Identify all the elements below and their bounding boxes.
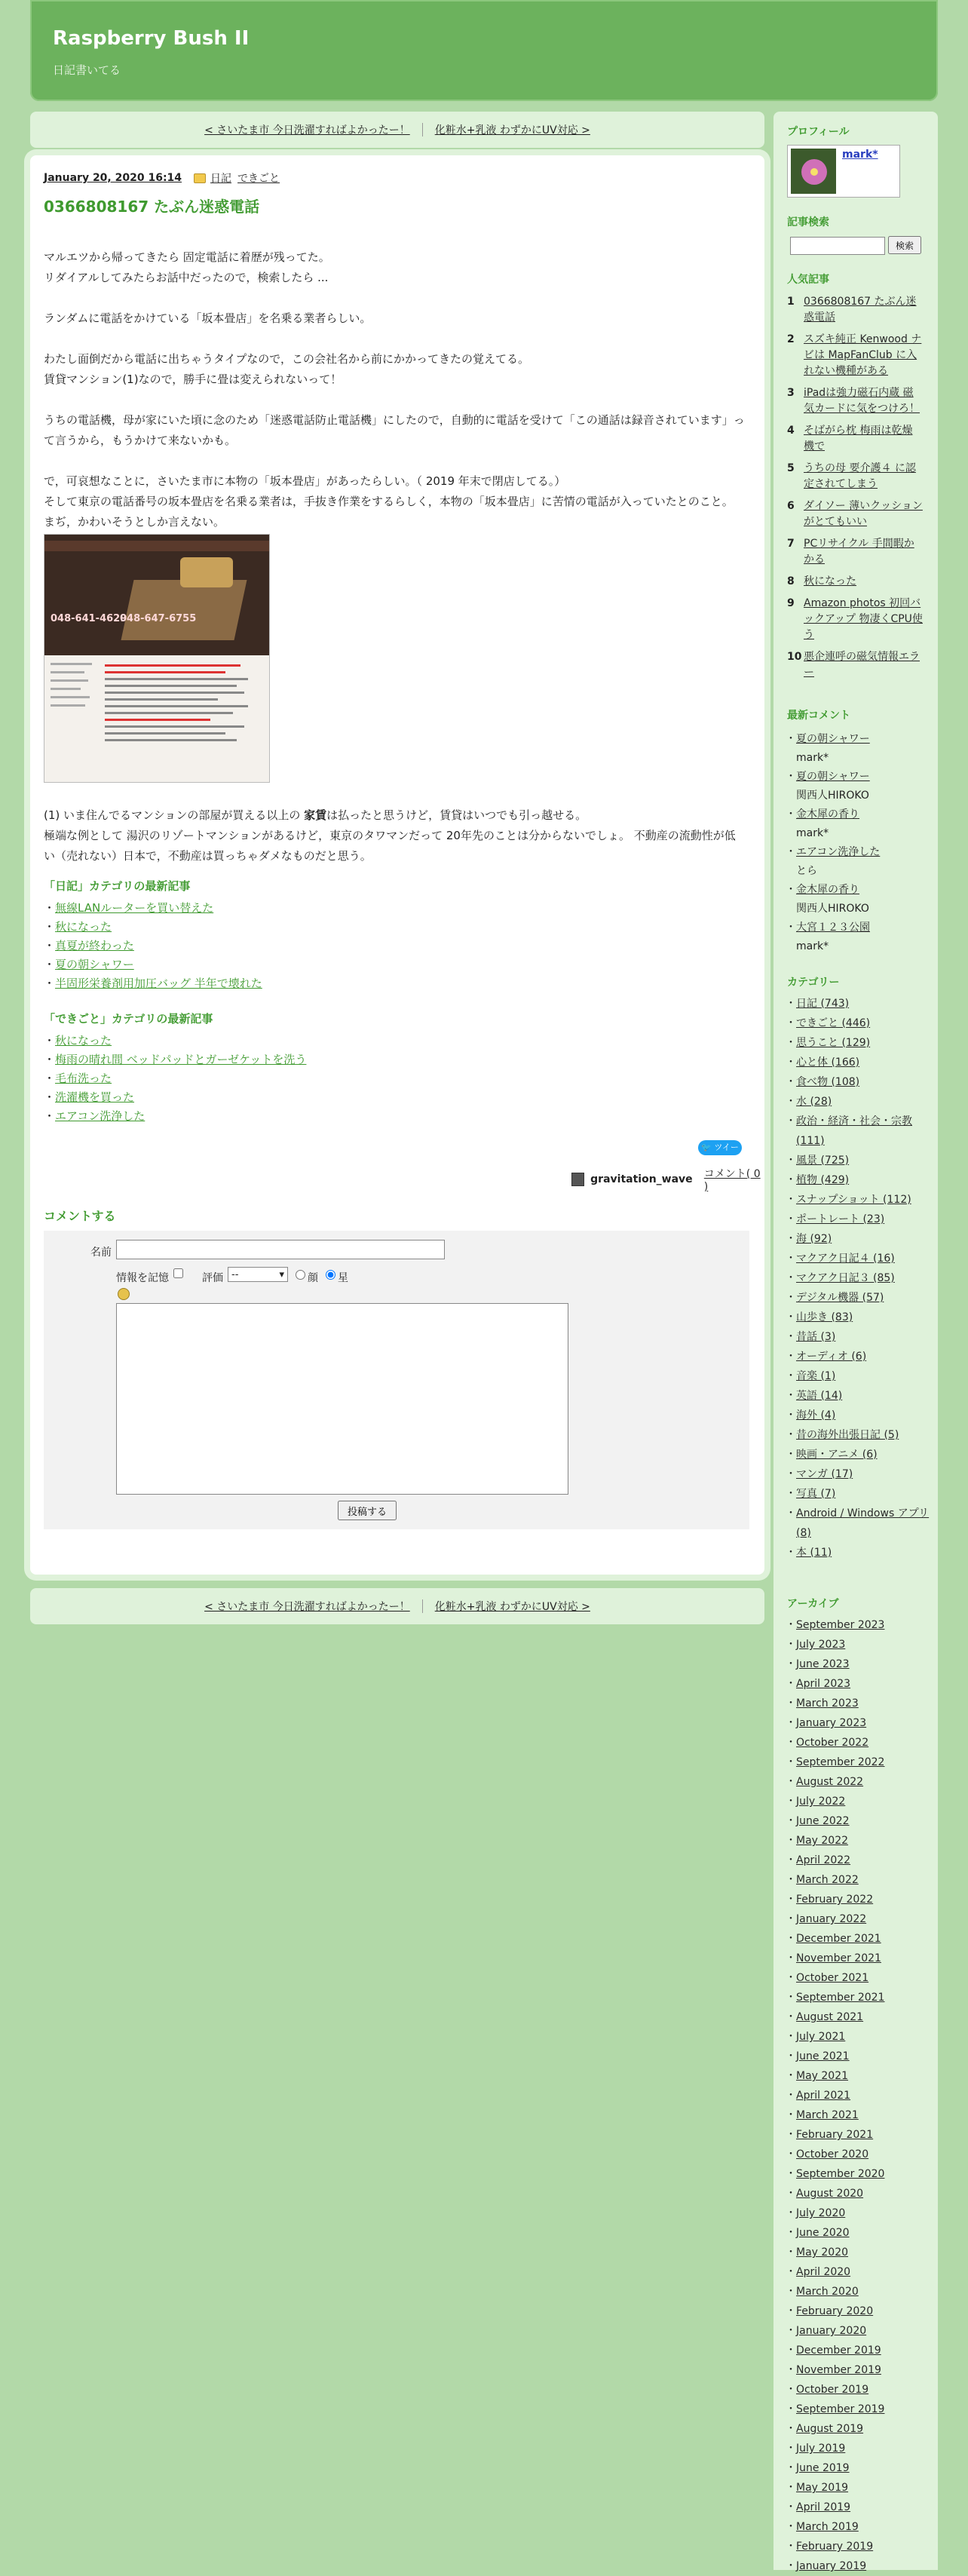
list-item: ・夏の朝シャワー [44,958,134,971]
body-line: マルエツから帰ってきたら 固定電話に着歴が残ってた。 [44,250,330,264]
search-heading: 記事検索 [787,216,829,228]
list-item [787,1635,930,1654]
list-item: ・無線LANルーターを買い替えた [44,901,214,915]
body-line: わたし面倒だから電話に出ちゃうタイプなので，この会社名から前にかかってきたの覚えてる。 [44,352,529,366]
list-item [787,2007,930,2027]
archive-link[interactable]: September 2021 [796,1992,885,2004]
list-item: ・洗濯機を買った [44,1090,135,1104]
category-link[interactable]: 植物 (429) [796,1174,850,1186]
archive-link[interactable]: April 2023 [796,1678,851,1690]
submit-comment-button[interactable]: 投稿する [338,1501,397,1520]
popular-entry-link[interactable]: うちの母 要介護４ に認定されてしまう [804,462,916,490]
list-item [787,2282,930,2302]
popular-entry-link[interactable]: そばがら枕 梅雨は乾燥機で [804,425,913,452]
archive-link[interactable]: January 2022 [796,1913,867,1925]
archive-link[interactable]: June 2021 [796,2050,850,2062]
list-item: ・梅雨の晴れ間 ベッドパッドとガーゼケットを洗う [44,1053,307,1066]
popular-entry-link[interactable]: 秋になった [804,575,856,587]
list-item: ・半固形栄養剤用加圧バッグ 半年で壊れた [44,977,262,990]
list-item [787,1210,930,1229]
tweet-button[interactable]: 🐦 ツイート [698,1140,742,1155]
search-input[interactable] [790,237,885,255]
list-item [787,2145,930,2164]
chevron-down-icon: ▾ [279,1269,284,1280]
list-item: ・秋になった [44,1034,112,1047]
shop-phone-1: 048-641-4629 [51,613,127,624]
diary-category-list [44,899,262,993]
archive-link[interactable]: May 2022 [796,1835,849,1847]
list-item: 9 Amazon photos 初回バックアップ 物凄くCPU使う [787,596,923,643]
category-link[interactable]: 政治・経済・社会・宗教 (111) [796,1115,912,1147]
list-item [787,1988,930,2007]
list-item [787,2302,930,2321]
list-item [787,1170,930,1190]
list-item [787,843,930,881]
entry-meta [44,170,280,186]
list-item [787,1190,930,1210]
archive-link[interactable]: May 2019 [796,2482,849,2494]
archive-link[interactable]: August 2020 [796,2188,864,2200]
list-item [787,918,930,956]
list-item: 3 iPadは強力磁石内蔵 磁気カードに気をつけろ！ [787,385,923,417]
list-item [787,1674,930,1694]
prev-entry-link[interactable]: < さいたま市 今日洗濯すればよかったー！ [204,124,410,136]
body-line: リダイアルしてみたらお話中だったので，検索したら ... [44,271,329,284]
archive-link[interactable]: June 2020 [796,2227,850,2239]
entry-nav-bottom [30,1588,764,1624]
list-item [787,1327,930,1347]
related-entry-link[interactable]: 秋になった [55,1034,112,1047]
body-line: そして東京の電話番号の坂本畳店を名乗る業者は，手抜き作業をするらしく，本物の「坂本畳店」に苦情の電話が入っていたとのこと。 まぢ，かわいそうとしか言えない。 [44,495,734,529]
comment-author: とら [796,865,817,877]
popular-heading: 人気記事 [787,274,829,286]
popular-list [787,294,923,687]
category-link[interactable]: ポートレート (23) [796,1213,885,1225]
archive-link[interactable]: September 2019 [796,2403,885,2415]
related-entry-link[interactable]: 無線LANルーターを買い替えた [55,901,214,915]
list-item [787,1151,930,1170]
archive-link[interactable]: November 2019 [796,2364,881,2376]
category-link[interactable]: 水 (28) [796,1096,832,1108]
list-item [787,1484,930,1504]
comment-form [44,1231,749,1529]
archive-link[interactable]: January 2019 [796,2560,867,2572]
list-item [787,1851,930,1870]
popular-entry-link[interactable]: 0366808167 たぶん迷惑電話 [804,296,917,324]
profile-name-link[interactable]: mark* [842,149,878,161]
archive-link[interactable]: April 2022 [796,1854,851,1866]
archive-link[interactable]: August 2021 [796,2011,864,2023]
related-entry-link[interactable]: 秋になった [55,920,112,934]
list-item [787,881,930,918]
archive-link[interactable]: May 2020 [796,2246,849,2259]
list-item [787,2047,930,2066]
list-item [787,1831,930,1851]
list-item [787,1249,930,1268]
comment-textarea[interactable] [116,1303,568,1495]
list-item [787,2223,930,2243]
archive-link[interactable]: July 2020 [796,2207,846,2219]
star-radio[interactable] [326,1270,335,1280]
category-link[interactable]: 海外 (4) [796,1409,836,1421]
list-item [787,2262,930,2282]
category-link[interactable]: できごと (446) [796,1017,871,1029]
list-item [787,1753,930,1772]
profile-heading: プロフィール [787,126,850,138]
category-link[interactable]: スナップショット (112) [796,1194,911,1206]
category-link[interactable]: マクアク日記４ (16) [796,1253,895,1265]
author-name[interactable]: gravitation_wave [590,1173,693,1185]
folder-icon [194,173,206,183]
category-link[interactable]: 昔の海外出張日記 (5) [796,1429,899,1441]
popular-entry-link[interactable]: スズキ純正 Kenwood ナビは MapFanClub に入れない機種がある [804,333,922,377]
list-item [787,1033,930,1053]
archive-link[interactable]: March 2023 [796,1697,859,1710]
shop-phone-2: 048-647-6755 [120,613,197,624]
comment-post-link[interactable]: 夏の朝シャワー [796,733,870,745]
entry-date[interactable]: January 20, 2020 16:14 [44,172,182,184]
category-link[interactable]: 英語 (14) [796,1390,843,1402]
site-header [30,0,938,101]
list-item [787,1092,930,1112]
archive-link[interactable]: September 2022 [796,1756,885,1768]
list-item: ・真夏が終わった [44,939,134,952]
list-item [787,2458,930,2478]
list-item [787,2439,930,2458]
category-link[interactable]: 風景 (725) [796,1155,850,1167]
category-link[interactable]: 日記 (743) [796,998,850,1010]
list-item: 7 PCリサイクル 手間暇かかる [787,536,923,568]
archive-link[interactable]: March 2021 [796,2109,859,2121]
archive-link[interactable]: November 2021 [796,1952,881,1964]
name-label: 名前 [90,1247,112,1259]
author-line [571,1166,764,1193]
archive-link[interactable]: December 2019 [796,2344,881,2357]
popular-entry-link[interactable]: ダイソー 薄いクッションがとてもいい [804,500,923,528]
categories-list [787,994,930,1562]
archive-link[interactable]: August 2022 [796,1776,864,1788]
archive-link[interactable]: March 2022 [796,1874,859,1886]
rating-label: 評価 [202,1272,223,1284]
category-link-events[interactable]: できごと [237,173,280,185]
footnote-line: (1) いま住んでるマンションの部屋が買える以上の 家賃は払ったと思うけど，賃貸はいつでも引っ越せる。 [44,808,587,822]
list-item [787,768,930,805]
cushion-image [180,557,233,587]
body-line: 賃貸マンション(1)なので，勝手に畳は変えられないって！ [44,373,342,386]
list-item [787,1543,930,1562]
list-item: ・秋になった [44,920,112,934]
list-item [787,1445,930,1464]
entry-article [30,155,764,1575]
list-item [787,1072,930,1092]
category-link[interactable]: 音楽 (1) [796,1370,836,1382]
category-link[interactable]: オーディオ (6) [796,1351,867,1363]
recent-comments-heading: 最新コメント [787,710,850,722]
list-item [787,1654,930,1674]
name-input[interactable] [116,1240,445,1259]
shop-notice-text [105,664,256,746]
list-item [787,2341,930,2360]
comment-author: 関西人HIROKO [796,903,869,915]
archive-link[interactable]: February 2019 [796,2541,874,2553]
archives-heading: アーカイブ [787,1598,839,1610]
list-item: 10 悪企連呼の磁気情報エラー [787,649,923,681]
list-item [787,2380,930,2400]
archive-link[interactable]: October 2020 [796,2148,869,2160]
list-item [787,1014,930,1033]
list-item [787,2360,930,2380]
prev-entry-link[interactable]: < さいたま市 今日洗濯すればよかったー！ [204,1601,410,1613]
comments-link[interactable]: コメント( 0 ) [703,1168,761,1193]
entry-title[interactable]: 0366808167 たぶん迷惑電話 [44,198,260,216]
comment-author: 関西人HIROKO [796,790,869,802]
entry-nav-top [30,112,764,148]
list-item: 2 スズキ純正 Kenwood ナビは MapFanClub に入れない機種がある [787,332,923,379]
category-link[interactable]: 心と体 (166) [796,1056,860,1069]
remember-checkbox[interactable] [173,1268,183,1278]
popular-entry-link[interactable]: iPadは強力磁石内蔵 磁気カードに気をつけろ！ [804,387,920,415]
popular-entry-link[interactable]: Amazon photos 初回バックアップ 物凄くCPU使う [804,597,923,641]
list-item [787,1811,930,1831]
list-item [787,1504,930,1543]
footnote-emphasis: 家賃 [304,808,327,822]
archive-link[interactable]: July 2023 [796,1639,846,1651]
comment-author: mark* [796,827,829,839]
archive-link[interactable]: December 2021 [796,1933,881,1945]
list-item [787,1713,930,1733]
list-item [787,1890,930,1909]
list-item [787,1792,930,1811]
list-item [787,1229,930,1249]
category-link[interactable]: マンガ (17) [796,1468,853,1480]
diary-category-heading: 「日記」カテゴリの最新記事 [44,879,191,893]
search-button[interactable]: 検索 [888,236,921,254]
shop-side-menu [51,663,96,776]
archive-link[interactable]: February 2021 [796,2129,874,2141]
category-link[interactable]: 映画・アニメ (6) [796,1449,878,1461]
list-item [787,2556,930,2576]
list-item [787,2027,930,2047]
archive-link[interactable]: May 2021 [796,2070,849,2082]
archive-link[interactable]: September 2020 [796,2168,885,2180]
star-label: 星 [338,1272,348,1284]
archive-link[interactable]: April 2019 [796,2501,851,2513]
list-item [787,730,930,768]
archive-link[interactable]: June 2022 [796,1815,850,1827]
list-item [787,2498,930,2517]
archive-link[interactable]: July 2021 [796,2031,846,2043]
list-item: ・エアコン洗浄した [44,1109,146,1123]
entry-footnote [44,805,745,866]
twitter-icon: 🐦 [701,1142,712,1152]
list-item [787,1386,930,1406]
archive-link[interactable]: October 2019 [796,2384,869,2396]
archive-link[interactable]: March 2019 [796,2521,859,2533]
events-category-list [44,1032,306,1126]
popular-entry-link[interactable]: 悪企連呼の磁気情報エラー [804,651,920,679]
list-item: 1 0366808167 たぶん迷惑電話 [787,294,923,326]
list-item [787,1772,930,1792]
list-item [787,2125,930,2145]
author-avatar [571,1173,584,1186]
list-item [787,2321,930,2341]
list-item [787,2184,930,2203]
nav-divider [422,1599,423,1613]
profile-image[interactable] [791,149,836,194]
list-item: 8 秋になった [787,574,923,590]
list-item [787,2478,930,2498]
list-item [787,1425,930,1445]
category-link[interactable]: 食べ物 (108) [796,1076,860,1088]
category-link[interactable]: Android / Windows アプリ (8) [796,1507,930,1539]
nav-divider [422,123,423,136]
category-link[interactable]: マクアク日記３ (85) [796,1272,895,1284]
list-item [787,2066,930,2086]
list-item [787,1464,930,1484]
comment-author: mark* [796,940,829,952]
related-entry-link[interactable]: 梅雨の晴れ間 ベッドパッドとガーゼケットを洗う [55,1053,307,1066]
list-item [787,2517,930,2537]
list-item [787,2105,930,2125]
body-line: ランダムに電話をかけている「坂本畳店」を名乗る業者らしい。 [44,311,372,325]
list-item [787,1929,930,1949]
related-entry-link[interactable]: 半固形栄養剤用加圧バッグ 半年で壊れた [55,977,262,990]
archive-link[interactable]: July 2019 [796,2443,846,2455]
list-item [787,1615,930,1635]
next-entry-link[interactable]: 化粧水+乳液 わずかにUV対応 > [434,124,590,136]
list-item [787,1870,930,1890]
list-item [787,1112,930,1151]
list-item [787,2419,930,2439]
events-category-heading: 「できごと」カテゴリの最新記事 [44,1012,213,1026]
categories-heading: カテゴリー [787,977,840,989]
remember-label: 情報を記憶 [116,1272,169,1284]
list-item [787,1733,930,1753]
list-item [787,1053,930,1072]
list-item [787,1968,930,1988]
category-link[interactable]: 思うこと (129) [796,1037,871,1049]
list-item: 6 ダイソー 薄いクッションがとてもいい [787,498,923,530]
archive-link[interactable]: February 2022 [796,1894,874,1906]
list-item [787,1288,930,1308]
comment-post-link[interactable]: 金木犀の香り [796,808,859,820]
face-radio[interactable] [296,1270,305,1280]
category-link[interactable]: 本 (11) [796,1547,832,1559]
profile-card [787,145,900,198]
site-title[interactable]: Raspberry Bush II [53,27,250,50]
list-item: 5 うちの母 要介護４ に認定されてしまう [787,461,923,492]
archive-link[interactable]: June 2019 [796,2462,850,2474]
body-line: うちの電話機，母が家にいた頃に念のため「迷惑電話防止電話機」にしたので，自動的に電話を受けて「この通話は録音されています」って言うから，もうかけて来ないかも。 [44,413,745,447]
related-entry-link[interactable]: 真夏が終わった [55,939,134,952]
entry-body [44,247,745,532]
list-item [787,2203,930,2223]
category-link[interactable]: 昔話 (3) [796,1331,836,1343]
list-item [787,1347,930,1366]
face-label: 顔 [308,1272,318,1284]
archive-link[interactable]: September 2023 [796,1619,885,1631]
comment-post-link[interactable]: エアコン洗浄した [796,846,881,858]
archive-link[interactable]: April 2020 [796,2266,851,2278]
rating-select[interactable]: -- ▾ [228,1267,288,1282]
list-item: 4 そばがら枕 梅雨は乾燥機で [787,423,923,455]
comment-post-link[interactable]: 夏の朝シャワー [796,771,870,783]
sidebar [773,112,938,2570]
related-entry-link[interactable]: 洗濯機を買った [55,1090,135,1104]
archive-link[interactable]: August 2019 [796,2423,864,2435]
archive-link[interactable]: June 2023 [796,1658,850,1670]
emoji-icon[interactable] [118,1288,130,1300]
related-entry-link[interactable]: 夏の朝シャワー [55,958,134,971]
list-item [787,1909,930,1929]
list-item [787,1366,930,1386]
archive-link[interactable]: October 2021 [796,1972,869,1984]
list-item [787,2243,930,2262]
list-item [787,1406,930,1425]
list-item [787,805,930,843]
archive-link[interactable]: October 2022 [796,1737,869,1749]
comment-heading: コメントする [44,1209,116,1223]
list-item [787,994,930,1014]
popular-entry-link[interactable]: PCリサイクル 手間暇かかる [804,538,914,566]
category-link[interactable]: デジタル機器 (57) [796,1292,884,1304]
category-link-diary[interactable]: 日記 [210,173,232,185]
next-entry-link[interactable]: 化粧水+乳液 わずかにUV対応 > [434,1601,590,1613]
archives-list [787,1615,930,2576]
category-link[interactable]: 写真 (7) [796,1488,836,1500]
list-item [787,1268,930,1288]
archive-link[interactable]: January 2020 [796,2325,867,2337]
body-line: で，可哀想なことに，さいたま市に本物の「坂本畳店」があったらしい。（ 2019 年末で閉店してる。） [44,474,566,488]
archive-link[interactable]: April 2021 [796,2090,851,2102]
related-entry-link[interactable]: エアコン洗浄した [55,1109,146,1123]
footnote-line: 極端な例として 湯沢のリゾートマンションがあるけど，東京のタワマンだって 20年先のことは分からないでしょ。 不動産の流動性が低い（売れない）日本で，不動産は買っちゃダメなものだと思う。 [44,829,736,863]
archive-link[interactable]: March 2020 [796,2286,859,2298]
tatami-shop-screenshot[interactable] [44,534,270,783]
list-item [787,1694,930,1713]
archive-link[interactable]: January 2023 [796,1717,867,1729]
list-item [787,1949,930,1968]
archive-link[interactable]: February 2020 [796,2305,874,2317]
list-item [787,2400,930,2419]
list-item [787,2164,930,2184]
comment-post-link[interactable]: 金木犀の香り [796,884,859,896]
category-link[interactable]: 山歩き (83) [796,1311,853,1323]
list-item [787,1308,930,1327]
site-description: 日記書いてる [53,63,121,77]
list-item [787,2086,930,2105]
related-entry-link[interactable]: 毛布洗った [55,1072,112,1085]
comment-author: mark* [796,752,829,764]
archive-link[interactable]: July 2022 [796,1796,846,1808]
list-item: ・毛布洗った [44,1072,112,1085]
comment-post-link[interactable]: 大宮１２３公園 [796,922,870,934]
recent-comments-list [787,730,930,956]
category-link[interactable]: 海 (92) [796,1233,832,1245]
list-item [787,2537,930,2556]
